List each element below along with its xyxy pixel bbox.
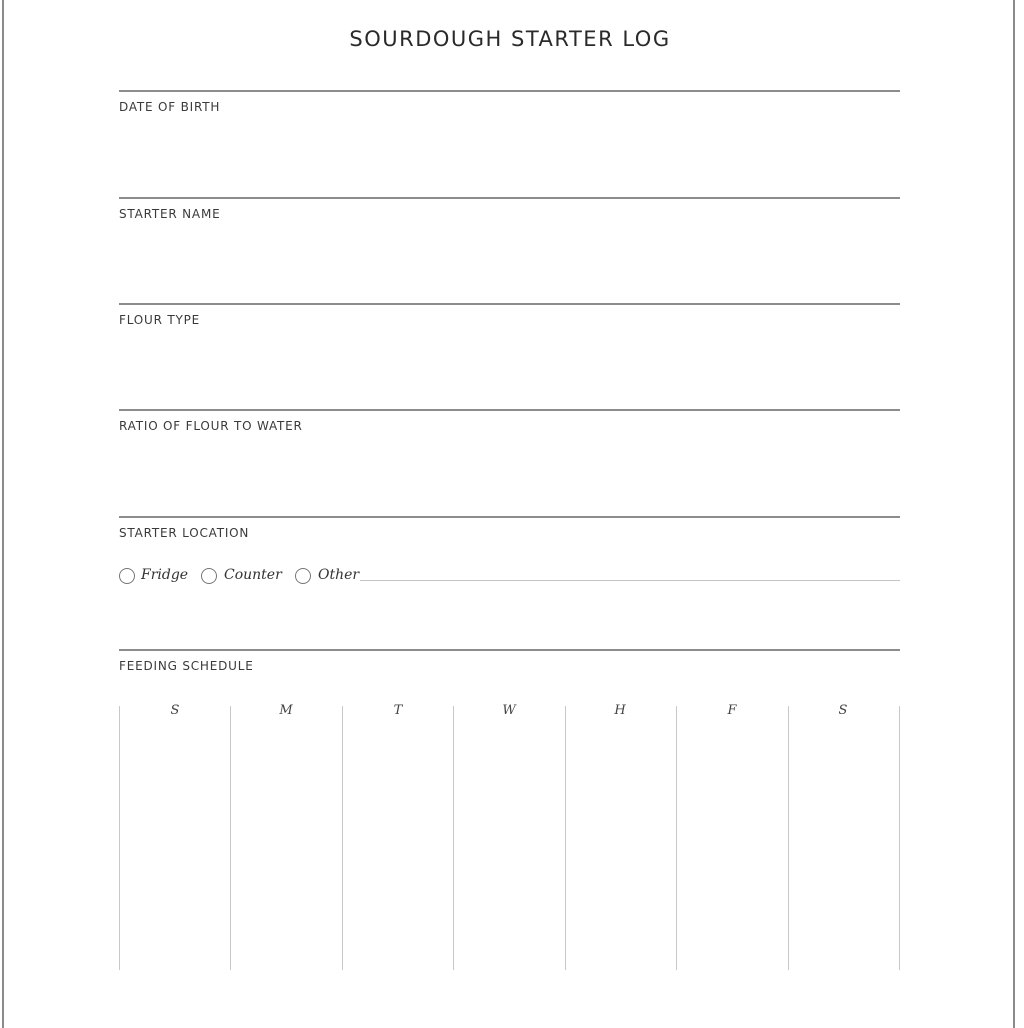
schedule-cell-sunday[interactable] — [120, 725, 230, 970]
day-header-monday: M — [279, 703, 293, 718]
divider — [119, 409, 900, 411]
radio-fridge[interactable] — [119, 568, 135, 584]
schedule-cell-tuesday[interactable] — [343, 725, 453, 970]
divider — [119, 197, 900, 199]
ratio-field[interactable] — [119, 437, 900, 513]
day-header-saturday: S — [838, 703, 848, 718]
day-header-sunday: S — [170, 703, 180, 718]
day-header-wednesday: W — [502, 703, 516, 718]
date-of-birth-field[interactable] — [119, 118, 900, 194]
day-header-thursday: H — [614, 703, 626, 718]
radio-counter[interactable] — [201, 568, 217, 584]
field-label-date-of-birth: DATE OF BIRTH — [119, 100, 221, 114]
schedule-cell-saturday[interactable] — [789, 725, 899, 970]
starter-name-field[interactable] — [119, 225, 900, 301]
page-title: SOURDOUGH STARTER LOG — [349, 27, 671, 51]
schedule-cell-friday[interactable] — [677, 725, 787, 970]
divider — [119, 649, 900, 651]
column-divider — [899, 706, 900, 970]
divider — [119, 516, 900, 518]
schedule-cell-thursday[interactable] — [566, 725, 676, 970]
field-label-feeding-schedule: FEEDING SCHEDULE — [119, 659, 254, 673]
divider — [119, 90, 900, 92]
day-header-friday: F — [727, 703, 737, 718]
radio-other[interactable] — [295, 568, 311, 584]
schedule-cell-wednesday[interactable] — [454, 725, 564, 970]
radio-label-other: Other — [318, 567, 360, 583]
radio-label-counter: Counter — [224, 567, 282, 583]
schedule-cell-monday[interactable] — [231, 725, 341, 970]
field-label-starter-name: STARTER NAME — [119, 207, 221, 221]
starter-location-options — [118, 566, 900, 588]
field-label-starter-location: STARTER LOCATION — [119, 526, 250, 540]
other-location-input[interactable] — [360, 580, 900, 581]
radio-label-fridge: Fridge — [141, 567, 189, 583]
day-header-tuesday: T — [393, 703, 403, 718]
divider — [119, 303, 900, 305]
flour-type-field[interactable] — [119, 331, 900, 407]
field-label-flour-type: FLOUR TYPE — [119, 313, 201, 327]
field-label-ratio: RATIO OF FLOUR TO WATER — [119, 419, 303, 433]
